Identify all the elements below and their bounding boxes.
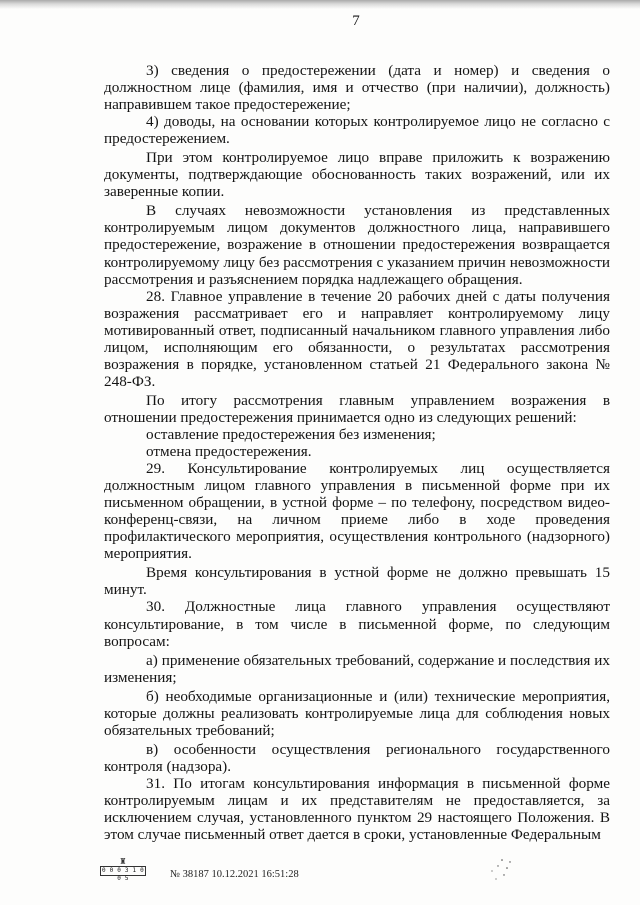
document-footer (100, 856, 600, 882)
document-body (104, 62, 610, 843)
paragraph-decision-keep: оставление предостережения без изменения; (146, 425, 436, 443)
paragraph-item-3: 3) сведения о предостережении (дата и номер) и сведения о должностном лице (фамилия, имя и отчество (при наличии), должность) направившем такое предостережение; (104, 62, 610, 114)
paragraph-item-b: б) необходимые организационные и (или) технические мероприятия, которые должны реализовать контролируемые лица для соблюдения новых обязательных требований; (104, 687, 610, 739)
paragraph-decision-cancel: отмена предостережения. (146, 443, 312, 461)
registration-number: № 38187 10.12.2021 16:51:28 (170, 869, 299, 880)
paragraph-clause-29: 29. Консультирование контролируемых лиц осуществляется должностным лицом главного управления в письменной форме при их письменном обращении, в устной форме – по телефону, посредством видео-конференц-связи, на личном приеме либо в ходе проведения профилактического мероприятия, осуществления контрольного (надзорного) мероприятия. (104, 460, 610, 563)
paragraph-return-objection: В случаях невозможности установления из представленных контролируемым лицом документов должностного лица, направившего предостережение, возражение в отношении предостережения возвращается контролируемому лицу без рассмотрения с указанием причин невозможности рассмотрения и разъяснением порядка надлежащего обращения. (104, 202, 610, 288)
scan-noise-dots (480, 856, 540, 886)
paragraph-attachments: При этом контролируемое лицо вправе приложить к возражению документы, подтверждающие обоснованность таких возражений, или их заверенные копии. (104, 149, 610, 201)
paragraph-item-4: 4) доводы, на основании которых контролируемое лицо не согласно с предостережением. (104, 113, 610, 148)
paragraph-clause-28: 28. Главное управление в течение 20 рабочих дней с даты получения возражения рассматривает его и направляет контролируемому лицу мотивированный ответ, подписанный начальником главного управления либо лицом, исполняющим его обязанности, о результатах рассмотрения возражения в порядке, установленном статьей 21 Федерального закона № 248-ФЗ. (104, 287, 610, 390)
paragraph-decisions-intro: По итогу рассмотрения главным управлением возражения в отношении предостережения принимается одно из следующих решений: (104, 391, 610, 426)
paragraph-clause-30: 30. Должностные лица главного управления осуществляют консультирование, в том числе в письменной форме, по следующим вопросам: (104, 598, 610, 650)
crest-icon: ♜ (119, 857, 127, 866)
paragraph-consultation-time: Время консультирования в устной форме не должно превышать 15 минут. (104, 564, 610, 599)
paragraph-item-a: а) применение обязательных требований, содержание и последствия их изменения; (104, 651, 610, 686)
paragraph-clause-31: 31. По итогам консультирования информация в письменной форме контролируемым лицам и их представителям не предоставляется, за исключением случая, установленного пунктом 29 настоящего Положения. В этом случае письменный ответ дается в сроки, установленные Федеральным (104, 774, 610, 844)
registration-stamp (100, 857, 146, 882)
paragraph-item-v: в) особенности осуществления регионального государственного контроля (надзора). (104, 740, 610, 775)
scan-edge-shadow (0, 0, 640, 9)
page-number: 7 (352, 13, 360, 29)
stamp-number: 0 0 0 3 1 0 0 5 (100, 866, 146, 876)
